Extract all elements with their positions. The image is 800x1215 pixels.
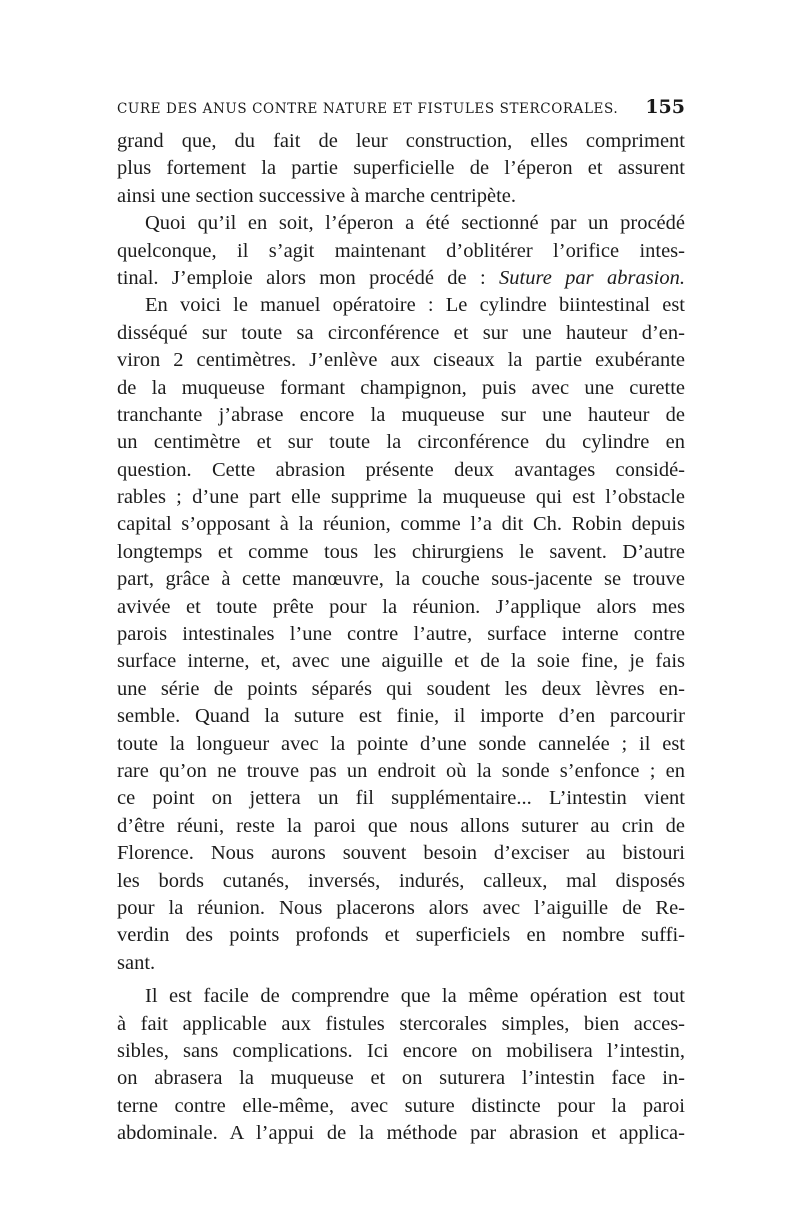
italic-phrase: Suture par abrasion.: [499, 266, 686, 289]
text-line: avivée et toute prête pour la réunion. J’applique alors mes: [117, 595, 685, 618]
text-line: ce point on jettera un fil supplémentaire... L’intestin vient: [117, 787, 685, 810]
text-line: abdominale. A l’appui de la méthode par abrasion et applica-: [117, 1122, 685, 1145]
text-line: de la muqueuse formant champignon, puis avec une curette: [117, 376, 685, 399]
text-line: part, grâce à cette manœuvre, la couche sous-jacente se trouve: [117, 568, 685, 591]
text-line: un centimètre et sur toute la circonférence du cylindre en: [117, 431, 685, 454]
body-text: [117, 128, 685, 1147]
text-line: plus fortement la partie superficielle de l’éperon et assurent: [117, 157, 685, 180]
page-number: 155: [645, 96, 685, 118]
text-line: viron 2 centimètres. J’enlève aux ciseaux la partie exubérante: [117, 349, 685, 372]
text-line: Il est facile de comprendre que la même opération est tout: [145, 985, 685, 1008]
text-line-with-italic: [117, 265, 685, 292]
text-line: on abrasera la muqueuse et on suturera l’intestin face in-: [117, 1067, 685, 1090]
text-line: rables ; d’une part elle supprime la muqueuse qui est l’obstacle: [117, 486, 685, 509]
text-line: pour la réunion. Nous placerons alors avec l’aiguille de Re-: [117, 896, 685, 919]
text-line: d’être réuni, reste la paroi que nous allons suturer au crin de: [117, 814, 685, 837]
text-line: longtemps et comme tous les chirurgiens le savent. D’autre: [117, 540, 685, 563]
text-line: sant.: [117, 951, 156, 974]
running-head-title: CURE DES ANUS CONTRE NATURE ET FISTULES STERCORALES.: [117, 101, 619, 117]
text-line: En voici le manuel opératoire : Le cylindre biintestinal est: [145, 294, 685, 317]
text-line: question. Cette abrasion présente deux avantages considé-: [117, 458, 685, 481]
text-line: surface interne, et, avec une aiguille et de la soie fine, je fais: [117, 650, 685, 673]
text-line: disséqué sur toute sa circonférence et sur une hauteur d’en-: [117, 321, 685, 344]
text-line: terne contre elle-même, avec suture distincte pour la paroi: [117, 1094, 685, 1117]
text-line: parois intestinales l’une contre l’autre, surface interne contre: [117, 623, 685, 646]
text-line: semble. Quand la suture est finie, il importe d’en parcourir: [117, 705, 685, 728]
text-line: une série de points séparés qui soudent les deux lèvres en-: [117, 677, 685, 700]
text-line: rare qu’on ne trouve pas un endroit où la sonde s’enfonce ; en: [117, 759, 685, 782]
running-head: [117, 96, 685, 118]
text-line: à fait applicable aux fistules stercorales simples, bien acces-: [117, 1012, 685, 1035]
text-line: verdin des points profonds et superficiels en nombre suffi-: [117, 924, 685, 947]
text-line: tranchante j’abrase encore la muqueuse sur une hauteur de: [117, 403, 685, 426]
text-line: toute la longueur avec la pointe d’une sonde cannelée ; il est: [117, 732, 685, 755]
text-line: Quoi qu’il en soit, l’éperon a été sectionné par un procédé: [145, 212, 685, 235]
text-line: Florence. Nous aurons souvent besoin d’exciser au bistouri: [117, 842, 685, 865]
text-line: les bords cutanés, inversés, indurés, calleux, mal disposés: [117, 869, 685, 892]
text-line: ainsi une section successive à marche centripète.: [117, 184, 517, 207]
text-line: grand que, du fait de leur construction, elles compriment: [117, 130, 685, 152]
text-line: capital s’opposant à la réunion, comme l’a dit Ch. Robin depuis: [117, 513, 685, 536]
text-line: quelconque, il s’agit maintenant d’oblitérer l’orifice intes-: [117, 239, 685, 262]
text-line: sibles, sans complications. Ici encore on mobilisera l’intestin,: [117, 1039, 685, 1062]
text-line-start: tinal. J’emploie alors mon procédé de :: [117, 266, 486, 289]
